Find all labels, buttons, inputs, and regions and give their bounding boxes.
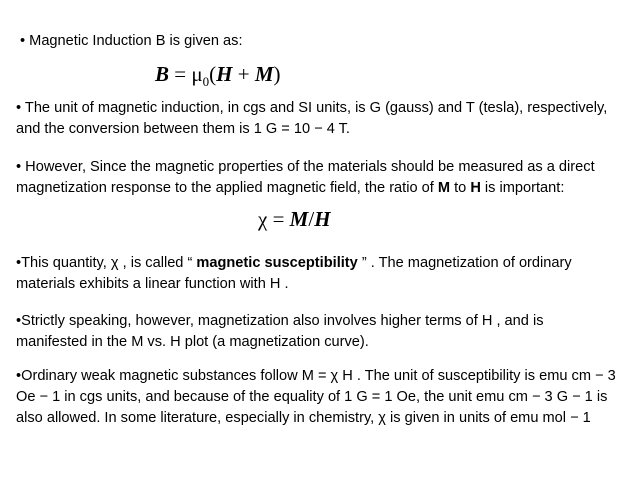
bullet-ratio-m-to-h <box>16 157 595 199</box>
text-line <box>16 253 572 274</box>
eq-symbol-h: H <box>216 62 233 86</box>
bullet-units-of-susceptibility <box>16 366 616 429</box>
eq-symbol-b: B <box>155 62 170 86</box>
eq-symbol-chi: χ <box>258 207 268 231</box>
text-line: also allowed. In some literature, especially in chemistry, χ is given in units of emu mol − 1 <box>16 410 591 426</box>
text-line: manifested in the M vs. H plot (a magnetization curve). <box>16 334 369 350</box>
text-line: Oe − 1 in cgs units, and because of the equality of 1 G = 1 Oe, the unit emu cm − 3 G − 1 is <box>16 389 608 405</box>
text-line: • However, Since the magnetic properties of the materials should be measured as a direct <box>16 159 595 175</box>
bullet-higher-terms <box>16 311 544 353</box>
eq-plus: + <box>232 62 255 86</box>
eq-paren-close: ) <box>273 62 281 86</box>
text-line: • The unit of magnetic induction, in cgs and SI units, is G (gauss) and T (tesla), respectively, <box>16 100 608 116</box>
eq-slash: / <box>308 207 315 231</box>
eq-symbol-m: M <box>289 207 309 231</box>
eq-symbol-h: H <box>314 207 331 231</box>
text-line <box>16 178 595 199</box>
text-span: is important: <box>480 180 565 196</box>
text-span: magnetization response to the applied magnetic field, the ratio of <box>16 180 438 196</box>
equation-magnetic-induction <box>155 61 281 95</box>
bullet-unit-of-induction <box>16 98 607 140</box>
text-span: ” . The magnetization of ordinary <box>357 255 572 271</box>
bold-h: H <box>470 180 481 196</box>
text-span: to <box>450 180 471 196</box>
eq-subscript-0: 0 <box>202 74 210 90</box>
text-line: • Magnetic Induction B is given as: <box>20 33 243 49</box>
text-span: •This quantity, χ , is called “ <box>16 255 197 271</box>
bold-m: M <box>437 180 451 196</box>
bullet-magnetic-induction <box>20 31 243 52</box>
text-line: •Ordinary weak magnetic substances follow M = χ H . The unit of susceptibility is emu cm − 3 <box>16 368 616 384</box>
bullet-magnetic-susceptibility <box>16 253 572 295</box>
eq-equals: = <box>267 207 290 231</box>
equation-susceptibility <box>258 206 331 232</box>
eq-symbol-m: M <box>254 62 274 86</box>
bold-term: magnetic susceptibility <box>196 255 358 271</box>
eq-symbol-mu: μ <box>191 62 203 86</box>
text-line: and the conversion between them is 1 G = 10 − 4 T. <box>16 121 350 137</box>
eq-paren-open: ( <box>209 62 217 86</box>
text-line: materials exhibits a linear function with H . <box>16 276 289 292</box>
text-line: •Strictly speaking, however, magnetization also involves higher terms of H , and is <box>16 313 544 329</box>
eq-equals: = <box>169 62 192 86</box>
